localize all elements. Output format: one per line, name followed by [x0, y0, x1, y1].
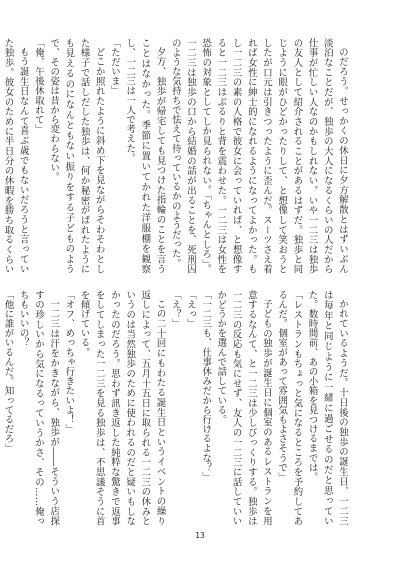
dialogue-line: 「ただいま」	[108, 38, 120, 96]
lower-text-band	[2, 290, 350, 526]
paragraph: 子どもの独歩が誕生日に個室のあるレストランを用意するなんて、と一二三は少しびっくりする。独歩は一二三の反応も気にせず、友人の一二三に話していいかどうかを選んで話している。	[215, 290, 272, 526]
paragraph: かれているようだ。十日後の独歩の誕生日、一二三は毎年と同じように一緒に過ごせるのだと思っていた。数時間前、あの小箱を見つけるまでは。	[306, 290, 348, 526]
lower-vertical-text	[2, 290, 350, 526]
upper-text-band	[2, 38, 350, 274]
dialogue-line: 「えっ」	[184, 290, 196, 329]
dialogue-line: 「レストランもちょっと気になるところを予約してあるんだ。個室があって雰囲気もよさそうで」	[276, 290, 303, 526]
paragraph: 夕方、独歩が帰宅しても見つけた指輪のことを言うことはなかった。季節に置いてかれた洋服棚を観察し、一二三は一人で考えた。	[124, 38, 166, 274]
dialogue-line: 「え？」	[169, 290, 181, 329]
paragraph: どこか照れたように斜め下を見ながらそわそわとした様子で話しだした独歩は、何か秘密がばれたようにも見えるのになんともない振りをする子どものようで、その姿は昔から変わらない。	[48, 38, 105, 274]
dialogue-line: 「俺、午後休取れて」	[32, 38, 44, 134]
upper-vertical-text	[2, 38, 350, 274]
paragraph: のだろう。せっかくの休日に夕方解散とはずいぶん淡泊なことだが、独歩の大人になるくらいの人だから仕事が忙しい人なのかもしれない。いや一二三は独歩の友人として紹介されることがあるはずだ。独歩と同じように眼がひどかったりして、と想像して笑おうとしたが口元は引きつったように歪んだ。スーツさえ着れば女性に紳士的になれるようになってよかった。もし一二三の素の人格で彼女に会っていれば、と想像すると一二三はぶるりと背を震わせた。一二三は女性を恐怖の対象としてしか見られない。「ちゃんとしろ」。一二三は独歩の口から結婚の話が出ることを、死刑囚のような気持ちで怯えて待っているかのようだった。	[169, 38, 348, 274]
dialogue-line: 「他に誰がいるんだ。知ってるだろ」	[2, 290, 14, 454]
page-number: 13	[195, 531, 205, 540]
paragraph: この二十回にもわたる誕生日というイベントの繰り返しによって、五月十五日に取られる一二三の休みというのは当然独歩のために使われるのだと疑いもしなかったのだろう。思わず訊き返した純粋な驚きで返事をしてしまった一二三を見る独歩は、不思議そうに首を傾げている。	[78, 290, 166, 526]
dialogue-line: 「オフ、めっちゃ行きたいよ！」	[63, 290, 75, 434]
dialogue-line: 「一二三も、仕事休みだから行けるよな？」	[200, 290, 212, 482]
paragraph: 一二三は汗をかきながら、独歩が――そういう店探すの珍しいから気になるっていうかさ、その……俺っちもいいの？	[17, 290, 60, 526]
paragraph: もう誕生日なんて喜ぶ歳でもないだろうと言っていた独歩。彼女のために半日分の休暇を勝ち取るくらい	[2, 38, 29, 274]
